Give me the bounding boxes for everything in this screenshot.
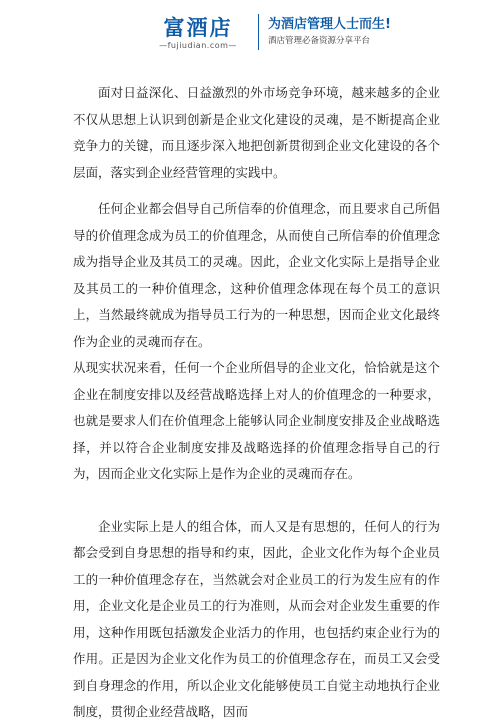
page-header: [0, 8, 500, 78]
paragraph-3: 从现实状况来看，任何一个企业所倡导的企业文化，恰恰就是这个企业在制度安排以及经营战略选择上对人的价值理念的一种要求，也就是要求人们在价值理念上能够认同企业制度安排及企业战略选择，并以符合企业制度安排及战略选择的价值理念指导自己的行为，因而企业文化实际上是作为企业的灵魂而存在。: [73, 360, 440, 481]
brand-logo: [148, 8, 248, 50]
brand-name: 富酒店: [163, 16, 233, 40]
slogan-main: 为酒店管理人士而生!: [268, 17, 391, 32]
slogan: [268, 16, 391, 48]
header-divider: [258, 14, 259, 50]
paragraph-2: 任何企业都会倡导自己所信奉的价值理念，而且要求自己所倡导的价值理念成为员工的价值理念，从而使自己所信奉的价值理念成为指导企业及其员工的灵魂。因此，企业文化实际上是指导企业及其员工的一种价值理念，这种价值理念体现在每个员工的意识上，当然最终就成为指导员工行为的一种思想，因而企业文化最终作为企业的灵魂而存在。: [73, 201, 440, 349]
brand-domain: —fujiudian.com—: [159, 41, 237, 50]
slogan-sub: 酒店管理必备资源分享平台: [268, 36, 371, 46]
document-body: [73, 80, 440, 726]
paragraph-1: 面对日益深化、日益激烈的外市场竞争环境，越来越多的企业不仅从思想上认识到创新是企业文化建设的灵魂，是不断提高企业竞争力的关键，而且逐步深入地把创新贯彻到企业文化建设的各个层面，落实到企业经营管理的实践中。: [73, 85, 440, 180]
paragraph-4: 企业实际上是人的组合体，而人又是有思想的，任何人的行为都会受到自身思想的指导和约束，因此，企业文化作为每个企业员工的一种价值理念存在，当然就会对企业员工的行为发生应有的作用，企业文化是企业员工的行为准则，从而会对企业发生重要的作用，这种作用既包括激发企业活力的作用，也包括约束企业行为的作用。正是因为企业文化作为员工的价值理念存在，而员工又会受到自身理念的作用，所以企业文化能够使员工自觉主动地执行企业制度，贯彻企业经营战略，因而: [73, 518, 440, 719]
